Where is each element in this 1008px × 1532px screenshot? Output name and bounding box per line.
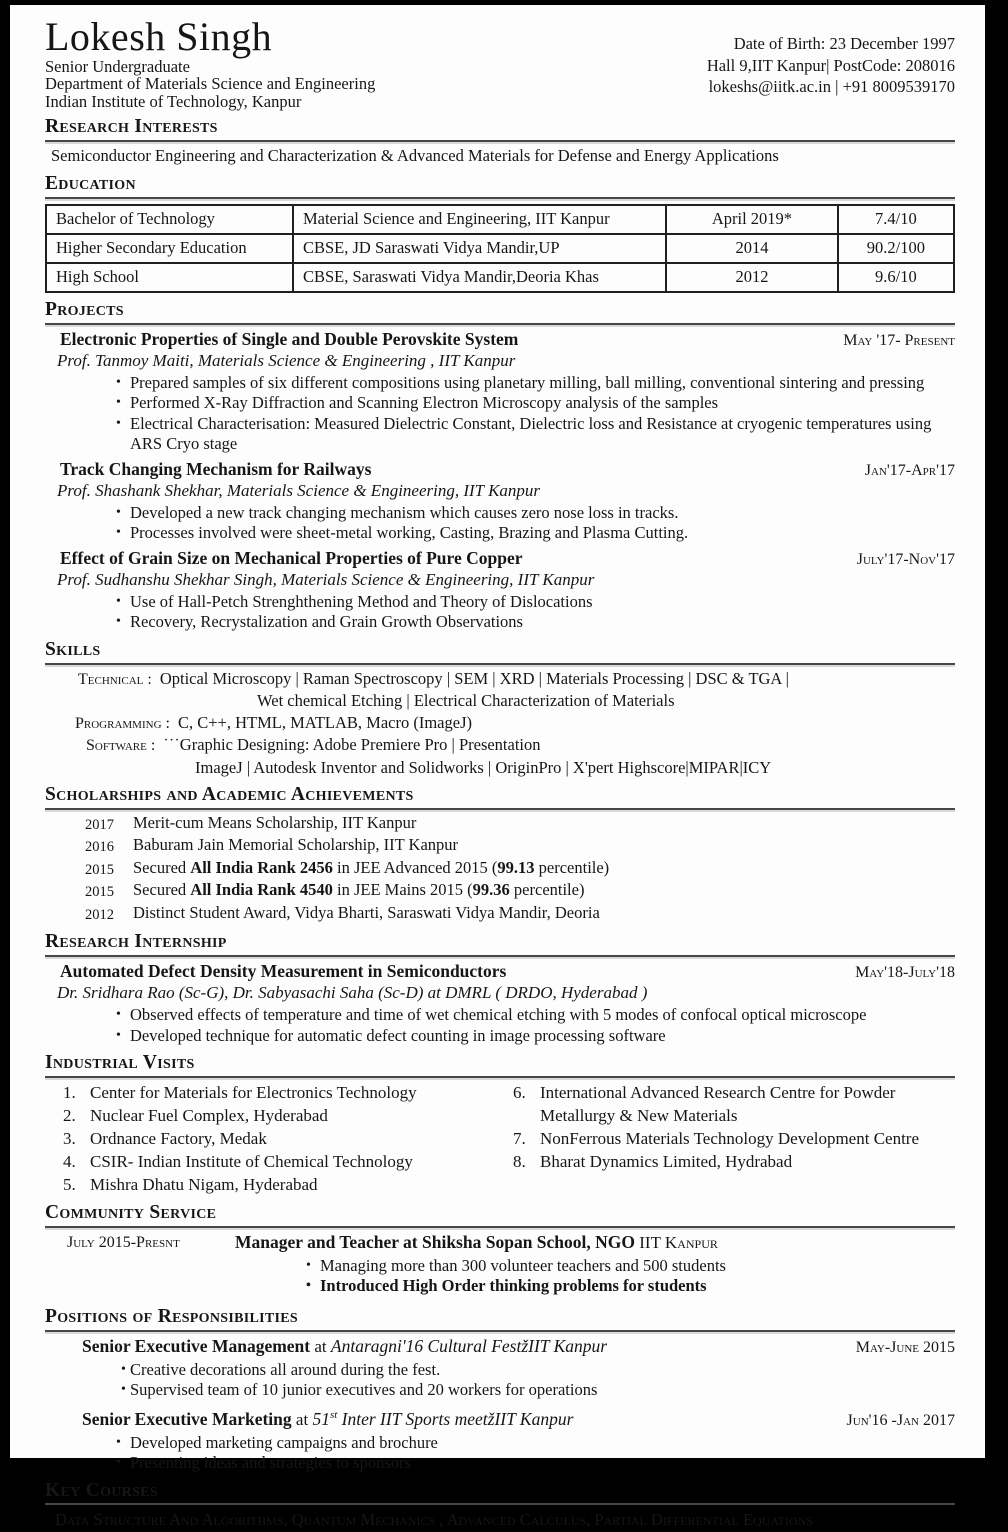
year-cell: 2014 xyxy=(666,234,838,263)
table-row xyxy=(46,263,954,292)
section-title-projects: Projects xyxy=(45,299,955,325)
scholarship-row xyxy=(45,813,955,836)
bullet: • Developed marketing campaigns and brochure xyxy=(130,1433,955,1454)
skill-values: Optical Microscopy | Raman Spectroscopy | SEM | XRD | Materials Processing | DSC & TGA | xyxy=(159,668,789,688)
industrial-visits-right xyxy=(509,1081,955,1196)
scholarship-text: Distinct Student Award, Vidya Bharti, Saraswati Vidya Mandir, Deoria xyxy=(133,902,600,922)
position-date: May-June 2015 xyxy=(855,1338,955,1356)
institute-cell: CBSE, Saraswati Vidya Mandir,Deoria Khas xyxy=(293,263,666,292)
institute-cell: CBSE, JD Saraswati Vidya Mandir,UP xyxy=(293,234,666,263)
project-title-row xyxy=(45,328,955,350)
position-bullets xyxy=(45,1433,955,1474)
internship-title: Automated Defect Density Measurement in Semiconductors xyxy=(60,961,507,982)
project-item xyxy=(45,547,955,633)
person-department: Department of Materials Science and Engineering xyxy=(45,74,376,94)
project-bullets xyxy=(45,592,955,633)
position-title: Senior Executive Marketing at 51st Inter IIT Sports meetžIIT Kanpur xyxy=(82,1408,574,1429)
skill-label: Software : xyxy=(86,737,156,755)
position-item xyxy=(45,1335,955,1401)
institute-cell: Material Science and Engineering, IIT Kanpur xyxy=(293,205,666,234)
scholarship-row xyxy=(45,835,955,858)
project-title: Track Changing Mechanism for Railways xyxy=(60,458,372,479)
internship-advisor: Dr. Sridhara Rao (Sc-G), Dr. Sabyasachi Saha (Sc-D) at DMRL ( DRDO, Hyderabad ) xyxy=(57,983,648,1003)
score-cell: 90.2/100 xyxy=(838,234,954,263)
position-bullets xyxy=(45,1360,955,1401)
project-item xyxy=(45,458,955,544)
year-cell: 2012 xyxy=(666,263,838,292)
scholarship-row xyxy=(45,903,955,926)
community-service-entry xyxy=(45,1231,955,1300)
research-interests-text: Semiconductor Engineering and Characterization & Advanced Materials for Defense and Energy Applications xyxy=(51,146,779,166)
skill-label: Programming : xyxy=(75,714,170,732)
bullet: • Performed X-Ray Diffraction and Scanning Electron Microscopy analysis of the samples xyxy=(130,393,955,414)
project-title-row xyxy=(45,458,955,480)
header xyxy=(45,14,955,111)
list-item: 7. NonFerrous Materials Technology Development Centre xyxy=(513,1129,920,1149)
scholarship-year: 2015 xyxy=(85,884,114,901)
list-item: 5. Mishra Dhatu Nigam, Hyderabad xyxy=(63,1175,318,1195)
section-title-scholarships: Scholarships and Academic Achievements xyxy=(45,784,955,810)
skill-technical-cont: Wet chemical Etching | Electrical Characterization of Materials xyxy=(257,691,675,711)
scholarship-row xyxy=(45,858,955,881)
project-date: July'17-Nov'17 xyxy=(856,550,955,568)
internship-title-row xyxy=(45,960,955,982)
key-courses-text: Data Structure And Algorithms, Quantum Mechanics , Advanced Calculus, Partial Differential Equations xyxy=(55,1510,814,1530)
position-title-row xyxy=(45,1335,955,1358)
community-date: July 2015-Presnt xyxy=(67,1233,180,1251)
project-title: Electronic Properties of Single and Double Perovskite System xyxy=(60,328,519,349)
project-bullets xyxy=(45,373,955,455)
table-row xyxy=(46,234,954,263)
internship-date: May'18-July'18 xyxy=(855,964,955,982)
project-advisor: Prof. Tanmoy Maiti, Materials Science & Engineering , IIT Kanpur xyxy=(57,350,516,370)
industrial-visits-left xyxy=(63,1081,509,1196)
skill-programming xyxy=(45,712,955,735)
project-advisor: Prof. Shashank Shekhar, Materials Science & Engineering, IIT Kanpur xyxy=(57,480,541,500)
section-title-industrial-visits: Industrial Visits xyxy=(45,1052,955,1078)
scholarship-text: Baburam Jain Memorial Scholarship, IIT Kanpur xyxy=(133,835,459,855)
bullet: • Supervised team of 10 junior executives and 20 workers for operations xyxy=(130,1380,955,1401)
internship-item xyxy=(45,960,955,1046)
section-title-research-interests: Research Interests xyxy=(45,116,955,142)
bullet: • Introduced High Order thinking problems for students xyxy=(320,1276,726,1297)
project-date: Jan'17-Apr'17 xyxy=(864,461,955,479)
scholarship-year: 2016 xyxy=(85,839,114,856)
bullet: • Electrical Characterisation: Measured Dielectric Constant, Dielectric loss and Resistance at cryogenic temperatures using ARS Cryo stage xyxy=(130,414,955,455)
bullet: • Developed technique for automatic defect counting in image processing software xyxy=(130,1026,955,1047)
contact-block xyxy=(707,33,955,98)
industrial-visits-list xyxy=(45,1081,955,1196)
scholarship-year: 2012 xyxy=(85,906,114,923)
list-item: 1. Center for Materials for Electronics Technology xyxy=(63,1083,417,1103)
section-title-key-courses: Key Courses xyxy=(45,1480,955,1506)
skill-technical xyxy=(45,668,955,691)
education-table xyxy=(45,204,955,293)
skill-software-cont: ImageJ | Autodesk Inventor and Solidworks | OriginPro | X'pert Highscore|MIPAR|ICY xyxy=(195,757,772,777)
resume-page xyxy=(10,5,985,1530)
internship-bullets xyxy=(45,1005,955,1046)
email-phone: lokeshs@iitk.ac.in | +91 8009539170 xyxy=(708,77,955,96)
bullet: • Prepared samples of six different compositions using planetary milling, ball milling, conventional sintering and pressing xyxy=(130,373,955,394)
person-institute: Indian Institute of Technology, Kanpur xyxy=(45,91,302,111)
project-date: May '17- Present xyxy=(843,331,955,349)
degree-cell: High School xyxy=(46,263,293,292)
scholarship-year: 2015 xyxy=(85,861,114,878)
bullet: • Processes involved were sheet-metal working, Casting, Brazing and Plasma Cutting. xyxy=(130,523,955,544)
list-item: 4. CSIR- Indian Institute of Chemical Technology xyxy=(63,1152,413,1172)
score-cell: 7.4/10 xyxy=(838,205,954,234)
bullet: • Observed effects of temperature and time of wet chemical etching with 5 modes of confocal optical microscope xyxy=(130,1005,955,1026)
scholarship-text: Secured All India Rank 4540 in JEE Mains 2015 (99.36 percentile) xyxy=(133,880,585,900)
table-row xyxy=(46,205,954,234)
community-main xyxy=(235,1231,726,1300)
skill-software xyxy=(45,734,955,757)
position-title: Senior Executive Management at Antaragni'16 Cultural FestžIIT Kanpur xyxy=(82,1335,608,1356)
bullet: • Recovery, Recrystalization and Grain Growth Observations xyxy=(130,612,955,633)
project-title: Effect of Grain Size on Mechanical Properties of Pure Copper xyxy=(60,547,523,568)
scholarship-year: 2017 xyxy=(85,816,114,833)
section-title-research-internship: Research Internship xyxy=(45,931,955,957)
skill-values: ˙˙˙Graphic Designing: Adobe Premiere Pro | Presentation xyxy=(163,735,541,755)
position-item xyxy=(45,1404,955,1474)
list-item: 6. International Advanced Research Centre for Powder Metallurgy & New Materials xyxy=(513,1083,896,1126)
section-title-positions: Positions of Responsibilities xyxy=(45,1306,955,1332)
section-title-skills: Skills xyxy=(45,639,955,665)
project-item xyxy=(45,328,955,455)
degree-cell: Bachelor of Technology xyxy=(46,205,293,234)
skill-label: Technical : xyxy=(78,670,152,688)
list-item: 3. Ordnance Factory, Medak xyxy=(63,1129,267,1149)
year-cell: April 2019* xyxy=(666,205,838,234)
project-title-row xyxy=(45,547,955,569)
scholarship-text: Merit-cum Means Scholarship, IIT Kanpur xyxy=(133,812,417,832)
list-item: 8. Bharat Dynamics Limited, Hydrabad xyxy=(513,1152,793,1172)
bullet: • Creative decorations all around during the fest. xyxy=(130,1360,955,1381)
community-bullets xyxy=(235,1256,726,1297)
scholarship-text: Secured All India Rank 2456 in JEE Advanced 2015 (99.13 percentile) xyxy=(133,857,610,877)
skill-values: C, C++, HTML, MATLAB, Macro (ImageJ) xyxy=(177,712,472,732)
bullet: • Presenting ideas and strategies to sponsors xyxy=(130,1453,955,1474)
project-advisor: Prof. Sudhanshu Shekhar Singh, Materials Science & Engineering, IIT Kanpur xyxy=(57,569,595,589)
person-role: Senior Undergraduate xyxy=(45,56,190,76)
address: Hall 9,IIT Kanpur| PostCode: 208016 xyxy=(706,55,955,75)
bullet: • Use of Hall-Petch Strenghthening Method and Theory of Dislocations xyxy=(130,592,955,613)
identity-block xyxy=(45,14,376,111)
bullet: • Managing more than 300 volunteer teachers and 500 students xyxy=(320,1256,726,1277)
bullet: • Developed a new track changing mechanism which causes zero nose loss in tracks. xyxy=(130,503,955,524)
section-title-community-service: Community Service xyxy=(45,1202,955,1228)
score-cell: 9.6/10 xyxy=(838,263,954,292)
person-name: Lokesh Singh xyxy=(45,14,273,59)
section-title-education: Education xyxy=(45,173,955,199)
date-of-birth: Date of Birth: 23 December 1997 xyxy=(733,34,955,53)
community-role: Manager and Teacher at Shiksha Sopan School, NGO IIT Kanpur xyxy=(235,1231,718,1252)
scholarship-row xyxy=(45,880,955,903)
list-item: 2. Nuclear Fuel Complex, Hyderabad xyxy=(63,1106,328,1126)
project-bullets xyxy=(45,503,955,544)
position-title-row xyxy=(45,1404,955,1431)
degree-cell: Higher Secondary Education xyxy=(46,234,293,263)
position-date: Jun'16 -Jan 2017 xyxy=(846,1411,955,1429)
